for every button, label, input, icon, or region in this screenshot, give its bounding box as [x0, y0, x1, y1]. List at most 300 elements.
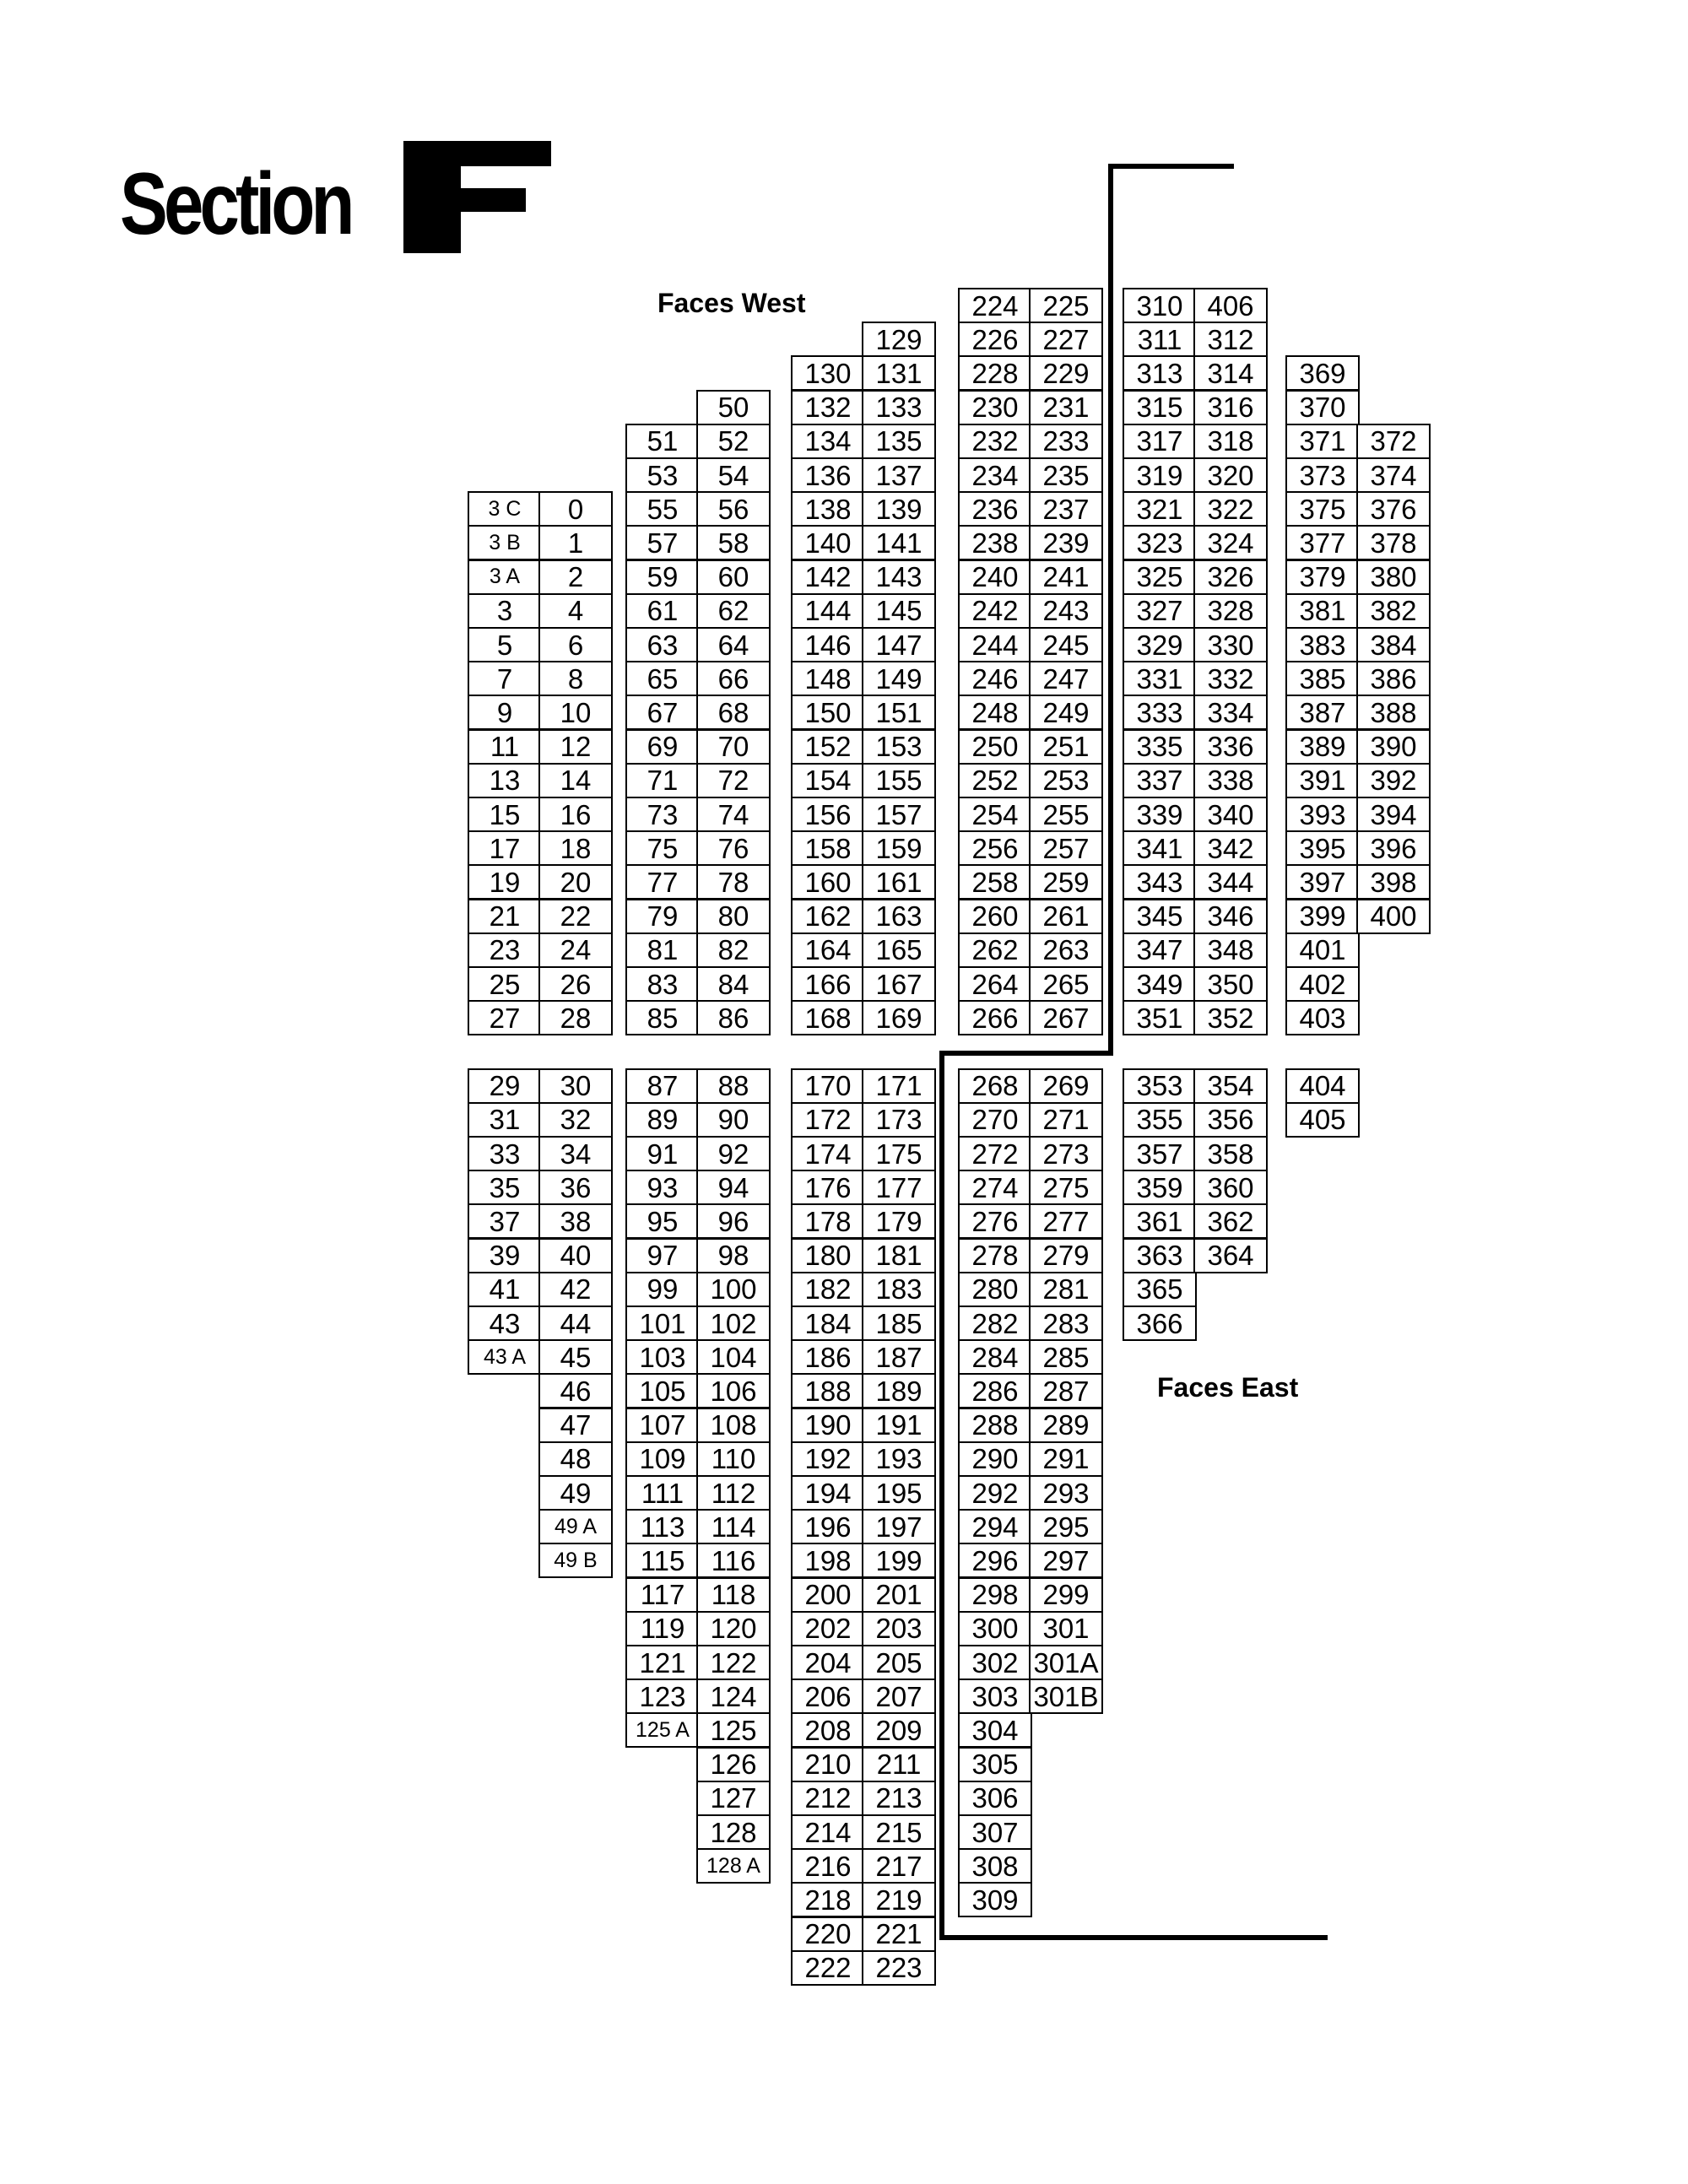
seat-cell: 46	[538, 1373, 613, 1408]
seat-cell: 393	[1285, 797, 1360, 832]
seat-cell: 40	[538, 1238, 613, 1273]
seat-cell: 258	[958, 864, 1032, 900]
seat-cell: 141	[862, 525, 936, 560]
seat-cell: 291	[1029, 1441, 1103, 1477]
seat-cell: 246	[958, 661, 1032, 696]
seat-cell: 268	[958, 1068, 1032, 1104]
seat-cell: 102	[696, 1306, 771, 1341]
seat-cell: 43 A	[468, 1339, 542, 1375]
seat-cell: 231	[1029, 390, 1103, 425]
seat-cell: 309	[958, 1882, 1032, 1917]
seat-cell: 113	[625, 1509, 700, 1544]
seat-cell: 379	[1285, 560, 1360, 595]
seat-cell: 76	[696, 830, 771, 866]
seat-cell: 3 A	[468, 560, 542, 595]
seat-cell: 106	[696, 1373, 771, 1408]
seat-cell: 333	[1123, 695, 1197, 730]
seat-cell: 4	[538, 593, 613, 629]
seat-cell: 37	[468, 1203, 542, 1239]
seat-cell: 253	[1029, 763, 1103, 798]
seat-cell: 385	[1285, 661, 1360, 696]
seat-cell: 283	[1029, 1306, 1103, 1341]
seat-cell: 160	[791, 864, 865, 900]
seat-cell: 170	[791, 1068, 865, 1104]
seat-cell: 212	[791, 1781, 865, 1816]
seat-cell: 203	[862, 1611, 936, 1646]
seat-cell: 262	[958, 933, 1032, 968]
seat-cell: 225	[1029, 288, 1103, 323]
seat-cell: 216	[791, 1848, 865, 1884]
seat-cell: 296	[958, 1543, 1032, 1578]
seat-cell: 232	[958, 424, 1032, 459]
seat-cell: 215	[862, 1814, 936, 1850]
seat-cell: 204	[791, 1645, 865, 1680]
seat-cell: 370	[1285, 390, 1360, 425]
seat-cell: 58	[696, 525, 771, 560]
seat-cell: 24	[538, 933, 613, 968]
seat-cell: 248	[958, 695, 1032, 730]
seat-cell: 351	[1123, 1000, 1197, 1035]
seat-cell: 301	[1029, 1611, 1103, 1646]
seat-cell: 112	[696, 1475, 771, 1511]
seat-cell: 303	[958, 1679, 1032, 1714]
seat-cell: 331	[1123, 661, 1197, 696]
seat-cell: 282	[958, 1306, 1032, 1341]
seat-cell: 13	[468, 763, 542, 798]
seat-cell: 208	[791, 1712, 865, 1748]
seat-cell: 33	[468, 1136, 542, 1171]
seat-cell: 74	[696, 797, 771, 832]
seat-cell: 162	[791, 899, 865, 934]
seat-cell: 185	[862, 1306, 936, 1341]
seat-cell: 5	[468, 627, 542, 662]
seat-cell: 7	[468, 661, 542, 696]
seat-cell: 289	[1029, 1408, 1103, 1443]
seat-cell: 56	[696, 491, 771, 527]
seat-cell: 394	[1356, 797, 1431, 832]
seat-cell: 336	[1193, 729, 1268, 765]
seat-cell: 140	[791, 525, 865, 560]
seat-cell: 353	[1123, 1068, 1197, 1104]
seat-cell: 2	[538, 560, 613, 595]
seat-cell: 179	[862, 1203, 936, 1239]
seat-cell: 86	[696, 1000, 771, 1035]
seat-cell: 177	[862, 1170, 936, 1205]
seat-cell: 323	[1123, 525, 1197, 560]
seat-cell: 167	[862, 966, 936, 1002]
seat-cell: 72	[696, 763, 771, 798]
seat-cell: 369	[1285, 355, 1360, 391]
seat-cell: 103	[625, 1339, 700, 1375]
seat-cell: 386	[1356, 661, 1431, 696]
seat-cell: 26	[538, 966, 613, 1002]
seat-cell: 251	[1029, 729, 1103, 765]
seat-cell: 34	[538, 1136, 613, 1171]
seat-cell: 255	[1029, 797, 1103, 832]
seat-cell: 158	[791, 830, 865, 866]
seat-cell: 301A	[1029, 1645, 1103, 1680]
seat-cell: 376	[1356, 491, 1431, 527]
seat-cell: 68	[696, 695, 771, 730]
seat-cell: 200	[791, 1577, 865, 1613]
seat-cell: 221	[862, 1916, 936, 1952]
seat-cell: 3 C	[468, 491, 542, 527]
seat-cell: 128	[696, 1814, 771, 1850]
seat-cell: 96	[696, 1203, 771, 1239]
faces-east-label: Faces East	[1157, 1372, 1299, 1403]
seat-cell: 209	[862, 1712, 936, 1748]
seat-cell: 95	[625, 1203, 700, 1239]
seat-cell: 0	[538, 491, 613, 527]
seat-cell: 322	[1193, 491, 1268, 527]
seat-cell: 210	[791, 1747, 865, 1782]
seat-cell: 145	[862, 593, 936, 629]
seat-cell: 355	[1123, 1102, 1197, 1138]
seat-cell: 390	[1356, 729, 1431, 765]
seat-cell: 92	[696, 1136, 771, 1171]
seat-cell: 244	[958, 627, 1032, 662]
seat-cell: 207	[862, 1679, 936, 1714]
seat-cell: 347	[1123, 933, 1197, 968]
seat-cell: 128 A	[696, 1848, 771, 1884]
seat-cell: 18	[538, 830, 613, 866]
seat-cell: 242	[958, 593, 1032, 629]
seat-cell: 293	[1029, 1475, 1103, 1511]
seat-cell: 53	[625, 457, 700, 493]
seat-cell: 238	[958, 525, 1032, 560]
seat-cell: 149	[862, 661, 936, 696]
seat-cell: 175	[862, 1136, 936, 1171]
seat-cell: 109	[625, 1441, 700, 1477]
seat-cell: 197	[862, 1509, 936, 1544]
seat-cell: 297	[1029, 1543, 1103, 1578]
seat-cell: 218	[791, 1882, 865, 1917]
seat-cell: 321	[1123, 491, 1197, 527]
seat-cell: 1	[538, 525, 613, 560]
seat-cell: 87	[625, 1068, 700, 1104]
seat-cell: 234	[958, 457, 1032, 493]
seat-cell: 202	[791, 1611, 865, 1646]
seat-cell: 406	[1193, 288, 1268, 323]
seat-cell: 146	[791, 627, 865, 662]
seat-cell: 240	[958, 560, 1032, 595]
seat-cell: 195	[862, 1475, 936, 1511]
seat-cell: 191	[862, 1408, 936, 1443]
seat-cell: 271	[1029, 1102, 1103, 1138]
seat-cell: 104	[696, 1339, 771, 1375]
seat-cell: 345	[1123, 899, 1197, 934]
seat-cell: 372	[1356, 424, 1431, 459]
seat-cell: 264	[958, 966, 1032, 1002]
seat-cell: 49 B	[538, 1543, 613, 1578]
seat-cell: 239	[1029, 525, 1103, 560]
seat-cell: 388	[1356, 695, 1431, 730]
seat-cell: 169	[862, 1000, 936, 1035]
seat-cell: 156	[791, 797, 865, 832]
seat-cell: 83	[625, 966, 700, 1002]
seat-cell: 300	[958, 1611, 1032, 1646]
seat-cell: 362	[1193, 1203, 1268, 1239]
seat-cell: 381	[1285, 593, 1360, 629]
seat-cell: 298	[958, 1577, 1032, 1613]
seat-cell: 377	[1285, 525, 1360, 560]
seat-cell: 3 B	[468, 525, 542, 560]
seat-cell: 314	[1193, 355, 1268, 391]
seat-cell: 380	[1356, 560, 1431, 595]
seat-cell: 220	[791, 1916, 865, 1952]
seat-cell: 79	[625, 899, 700, 934]
seat-cell: 75	[625, 830, 700, 866]
seat-cell: 183	[862, 1272, 936, 1307]
seat-cell: 80	[696, 899, 771, 934]
seat-cell: 229	[1029, 355, 1103, 391]
seat-cell: 77	[625, 864, 700, 900]
seat-cell: 304	[958, 1712, 1032, 1748]
seat-cell: 32	[538, 1102, 613, 1138]
seat-cell: 284	[958, 1339, 1032, 1375]
seat-cell: 165	[862, 933, 936, 968]
seat-cell: 223	[862, 1950, 936, 1986]
seat-cell: 39	[468, 1238, 542, 1273]
seat-cell: 78	[696, 864, 771, 900]
seat-cell: 374	[1356, 457, 1431, 493]
seat-cell: 302	[958, 1645, 1032, 1680]
seat-cell: 274	[958, 1170, 1032, 1205]
seat-cell: 126	[696, 1747, 771, 1782]
seat-cell: 292	[958, 1475, 1032, 1511]
seat-cell: 401	[1285, 933, 1360, 968]
seat-cell: 50	[696, 390, 771, 425]
seat-cell: 131	[862, 355, 936, 391]
seat-cell: 403	[1285, 1000, 1360, 1035]
seat-cell: 404	[1285, 1068, 1360, 1104]
seat-cell: 44	[538, 1306, 613, 1341]
seat-cell: 344	[1193, 864, 1268, 900]
seat-cell: 346	[1193, 899, 1268, 934]
seat-cell: 123	[625, 1679, 700, 1714]
seat-cell: 341	[1123, 830, 1197, 866]
seat-cell: 383	[1285, 627, 1360, 662]
seat-cell: 318	[1193, 424, 1268, 459]
seat-cell: 184	[791, 1306, 865, 1341]
seat-cell: 378	[1356, 525, 1431, 560]
seat-cell: 342	[1193, 830, 1268, 866]
seat-cell: 150	[791, 695, 865, 730]
seat-cell: 213	[862, 1781, 936, 1816]
seat-cell: 107	[625, 1408, 700, 1443]
seat-cell: 23	[468, 933, 542, 968]
seat-cell: 60	[696, 560, 771, 595]
seat-cell: 397	[1285, 864, 1360, 900]
seat-cell: 90	[696, 1102, 771, 1138]
seat-cell: 122	[696, 1645, 771, 1680]
seat-cell: 154	[791, 763, 865, 798]
seat-cell: 59	[625, 560, 700, 595]
seat-cell: 348	[1193, 933, 1268, 968]
seat-cell: 147	[862, 627, 936, 662]
seat-cell: 277	[1029, 1203, 1103, 1239]
seat-cell: 124	[696, 1679, 771, 1714]
seat-cell: 66	[696, 661, 771, 696]
seat-cell: 366	[1123, 1306, 1197, 1341]
seat-cell: 330	[1193, 627, 1268, 662]
seat-cell: 28	[538, 1000, 613, 1035]
seat-cell: 161	[862, 864, 936, 900]
seat-cell: 320	[1193, 457, 1268, 493]
seat-cell: 155	[862, 763, 936, 798]
seat-cell: 88	[696, 1068, 771, 1104]
seat-cell: 148	[791, 661, 865, 696]
seat-cell: 125	[696, 1712, 771, 1748]
seat-cell: 93	[625, 1170, 700, 1205]
seat-cell: 272	[958, 1136, 1032, 1171]
seat-cell: 142	[791, 560, 865, 595]
seat-cell: 288	[958, 1408, 1032, 1443]
seat-cell: 54	[696, 457, 771, 493]
seat-cell: 359	[1123, 1170, 1197, 1205]
seat-cell: 41	[468, 1272, 542, 1307]
seat-cell: 319	[1123, 457, 1197, 493]
seat-cell: 36	[538, 1170, 613, 1205]
seat-cell: 245	[1029, 627, 1103, 662]
seat-cell: 115	[625, 1543, 700, 1578]
seat-cell: 52	[696, 424, 771, 459]
seat-cell: 324	[1193, 525, 1268, 560]
seat-cell: 25	[468, 966, 542, 1002]
seat-cell: 45	[538, 1339, 613, 1375]
seat-cell: 252	[958, 763, 1032, 798]
seat-cell: 151	[862, 695, 936, 730]
seat-cell: 356	[1193, 1102, 1268, 1138]
seat-cell: 3	[468, 593, 542, 629]
seat-cell: 134	[791, 424, 865, 459]
seat-cell: 138	[791, 491, 865, 527]
seat-cell: 157	[862, 797, 936, 832]
seat-cell: 110	[696, 1441, 771, 1477]
seat-cell: 84	[696, 966, 771, 1002]
seat-cell: 69	[625, 729, 700, 765]
seat-cell: 267	[1029, 1000, 1103, 1035]
seat-cell: 228	[958, 355, 1032, 391]
seat-cell: 260	[958, 899, 1032, 934]
seat-cell: 194	[791, 1475, 865, 1511]
seat-cell: 266	[958, 1000, 1032, 1035]
seat-cell: 360	[1193, 1170, 1268, 1205]
seat-cell: 42	[538, 1272, 613, 1307]
seat-cell: 405	[1285, 1102, 1360, 1138]
seat-cell: 47	[538, 1408, 613, 1443]
seat-cell: 51	[625, 424, 700, 459]
seat-cell: 294	[958, 1509, 1032, 1544]
seat-cell: 186	[791, 1339, 865, 1375]
section-title: Section	[120, 155, 351, 253]
seat-cell: 171	[862, 1068, 936, 1104]
seat-cell: 174	[791, 1136, 865, 1171]
seat-cell: 275	[1029, 1170, 1103, 1205]
seat-cell: 279	[1029, 1238, 1103, 1273]
seat-cell: 358	[1193, 1136, 1268, 1171]
seat-cell: 159	[862, 830, 936, 866]
seat-cell: 363	[1123, 1238, 1197, 1273]
seat-cell: 326	[1193, 560, 1268, 595]
seat-cell: 9	[468, 695, 542, 730]
seat-cell: 281	[1029, 1272, 1103, 1307]
seat-cell: 127	[696, 1781, 771, 1816]
seat-cell: 166	[791, 966, 865, 1002]
seat-cell: 328	[1193, 593, 1268, 629]
seat-cell: 398	[1356, 864, 1431, 900]
seat-cell: 98	[696, 1238, 771, 1273]
seat-cell: 43	[468, 1306, 542, 1341]
seat-cell: 235	[1029, 457, 1103, 493]
seat-cell: 137	[862, 457, 936, 493]
seat-cell: 135	[862, 424, 936, 459]
seat-cell: 373	[1285, 457, 1360, 493]
seat-cell: 305	[958, 1747, 1032, 1782]
seat-cell: 168	[791, 1000, 865, 1035]
seat-cell: 286	[958, 1373, 1032, 1408]
seat-cell: 163	[862, 899, 936, 934]
seat-cell: 361	[1123, 1203, 1197, 1239]
seat-cell: 334	[1193, 695, 1268, 730]
seat-cell: 337	[1123, 763, 1197, 798]
seat-cell: 299	[1029, 1577, 1103, 1613]
seat-cell: 94	[696, 1170, 771, 1205]
seat-cell: 91	[625, 1136, 700, 1171]
seat-cell: 139	[862, 491, 936, 527]
seat-cell: 114	[696, 1509, 771, 1544]
seat-cell: 357	[1123, 1136, 1197, 1171]
seat-cell: 276	[958, 1203, 1032, 1239]
seat-cell: 227	[1029, 322, 1103, 357]
seat-cell: 211	[862, 1747, 936, 1782]
seat-cell: 73	[625, 797, 700, 832]
seat-cell: 287	[1029, 1373, 1103, 1408]
seat-cell: 339	[1123, 797, 1197, 832]
seat-cell: 180	[791, 1238, 865, 1273]
seat-cell: 338	[1193, 763, 1268, 798]
seat-cell: 143	[862, 560, 936, 595]
seat-cell: 261	[1029, 899, 1103, 934]
seat-cell: 117	[625, 1577, 700, 1613]
seat-cell: 290	[958, 1441, 1032, 1477]
seat-cell: 190	[791, 1408, 865, 1443]
seat-cell: 307	[958, 1814, 1032, 1850]
seat-cell: 153	[862, 729, 936, 765]
seat-cell: 71	[625, 763, 700, 798]
seat-cell: 278	[958, 1238, 1032, 1273]
seat-cell: 269	[1029, 1068, 1103, 1104]
seat-cell: 99	[625, 1272, 700, 1307]
seat-cell: 243	[1029, 593, 1103, 629]
seat-cell: 312	[1193, 322, 1268, 357]
seat-cell: 38	[538, 1203, 613, 1239]
seat-cell: 250	[958, 729, 1032, 765]
seat-cell: 310	[1123, 288, 1197, 323]
seat-cell: 201	[862, 1577, 936, 1613]
seat-cell: 329	[1123, 627, 1197, 662]
seat-cell: 116	[696, 1543, 771, 1578]
seat-cell: 181	[862, 1238, 936, 1273]
seat-cell: 270	[958, 1102, 1032, 1138]
seat-cell: 389	[1285, 729, 1360, 765]
seat-cell: 236	[958, 491, 1032, 527]
seat-cell: 327	[1123, 593, 1197, 629]
seat-cell: 247	[1029, 661, 1103, 696]
seat-cell: 273	[1029, 1136, 1103, 1171]
seat-cell: 144	[791, 593, 865, 629]
seat-cell: 396	[1356, 830, 1431, 866]
